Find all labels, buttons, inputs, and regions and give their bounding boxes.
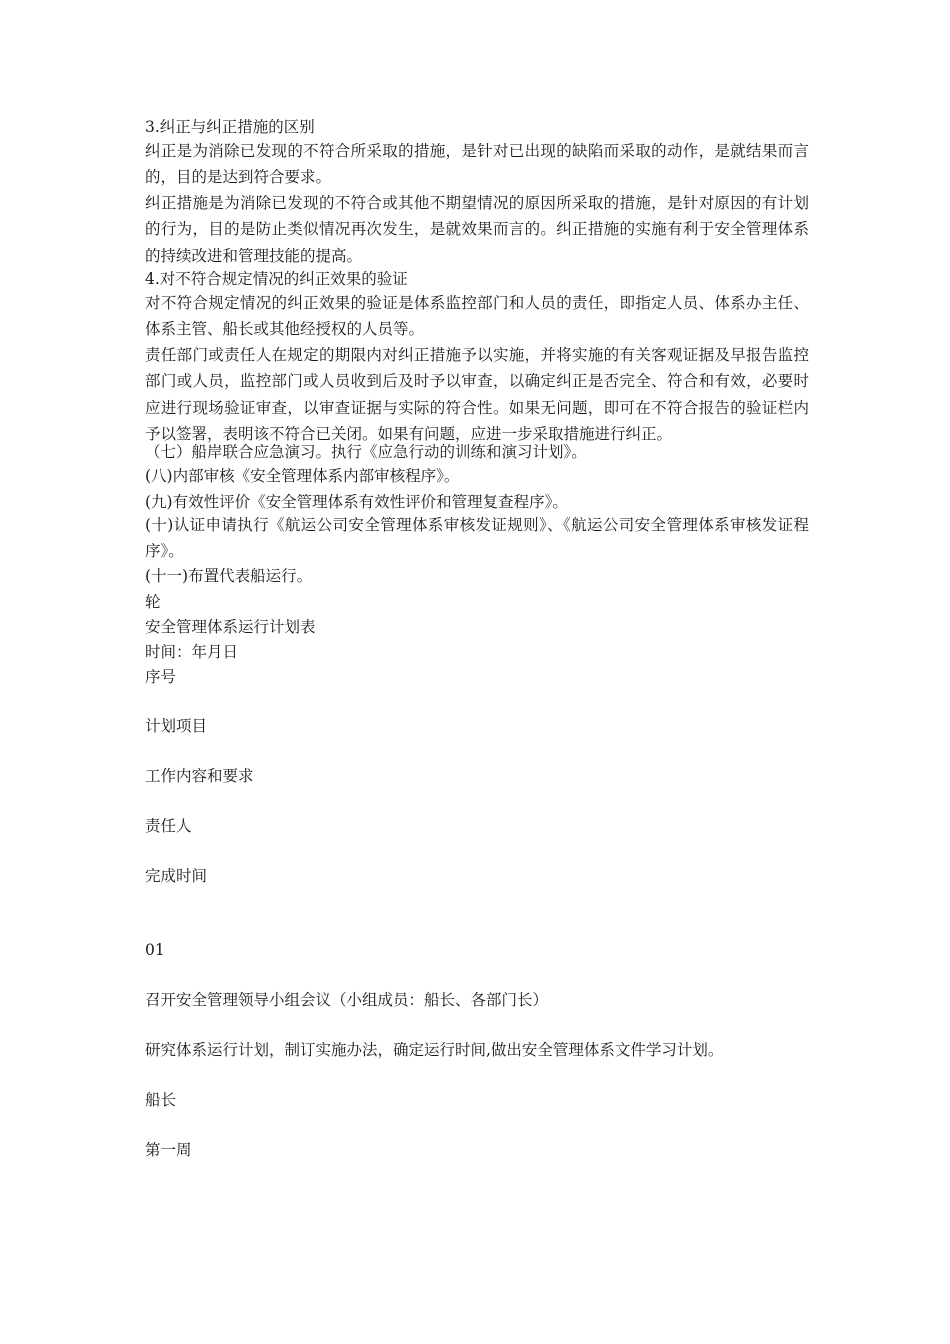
list-item-8: (八)内部审核《安全管理体系内部审核程序》。 <box>145 467 460 485</box>
table-cell-index: 01 <box>145 941 165 959</box>
section-heading-3: 3.纠正与纠正措施的区别 <box>145 118 315 136</box>
table-header-cell: 责任人 <box>145 817 192 835</box>
table-header-cell: 完成时间 <box>145 867 208 885</box>
paragraph-corrective-action: 纠正措施是为消除已发现的不符合或其他不期望情况的原因所采取的措施，是针对原因的有计划的行为，目的是防止类似情况再次发生，是就效果而言的。纠正措施的实施有利于安全管理体系的持续改进和管理技能的提高。 <box>145 194 809 265</box>
paragraph-correction: 纠正是为消除已发现的不符合所采取的措施，是针对已出现的缺陷而采取的动作，是就结果而言的，目的是达到符合要求。 <box>145 142 809 187</box>
table-cell-owner: 船长 <box>145 1091 177 1109</box>
paragraph-verification-responsibility: 对不符合规定情况的纠正效果的验证是体系监控部门和人员的责任，即指定人员、体系办主任、体系主管、船长或其他经授权的人员等。 <box>145 294 809 339</box>
ship-label: 轮 <box>145 593 161 611</box>
table-header-cell: 计划项目 <box>145 717 208 735</box>
list-item-10: (十)认证申请执行《航运公司安全管理体系审核发证规则》、《航运公司安全管理体系审核发证程序》。 <box>145 516 809 561</box>
section-heading-4: 4.对不符合规定情况的纠正效果的验证 <box>145 270 408 288</box>
list-item-11: (十一)布置代表船运行。 <box>145 567 313 585</box>
list-item-7: （七）船岸联合应急演习。执行《应急行动的训练和演习计划》。 <box>145 443 587 461</box>
table-title: 安全管理体系运行计划表 <box>145 618 316 636</box>
table-header-cell: 工作内容和要求 <box>145 767 254 785</box>
paragraph-verification-process: 责任部门或责任人在规定的期限内对纠正措施予以实施，并将实施的有关客观证据及早报告监控部门或人员，监控部门或人员收到后及时予以审查，以确定纠正是否完全、符合和有效，必要时应进行现场验证审查，以审查证据与实际的符合性。如果无问题，即可在不符合报告的验证栏内予以签署，表明该不符合已关闭。如果有问题，应进一步采取措施进行纠正。 <box>145 346 809 443</box>
table-header-cell: 序号 <box>145 668 177 686</box>
table-cell-deadline: 第一周 <box>145 1141 192 1159</box>
list-item-9: (九)有效性评价《安全管理体系有效性评价和管理复查程序》。 <box>145 493 568 511</box>
table-cell-content: 研究体系运行计划，制订实施办法，确定运行时间,做出安全管理体系文件学习计划。 <box>145 1041 724 1059</box>
table-cell-project: 召开安全管理领导小组会议（小组成员：船长、各部门长） <box>145 991 549 1009</box>
time-label: 时间：年月日 <box>145 643 239 661</box>
